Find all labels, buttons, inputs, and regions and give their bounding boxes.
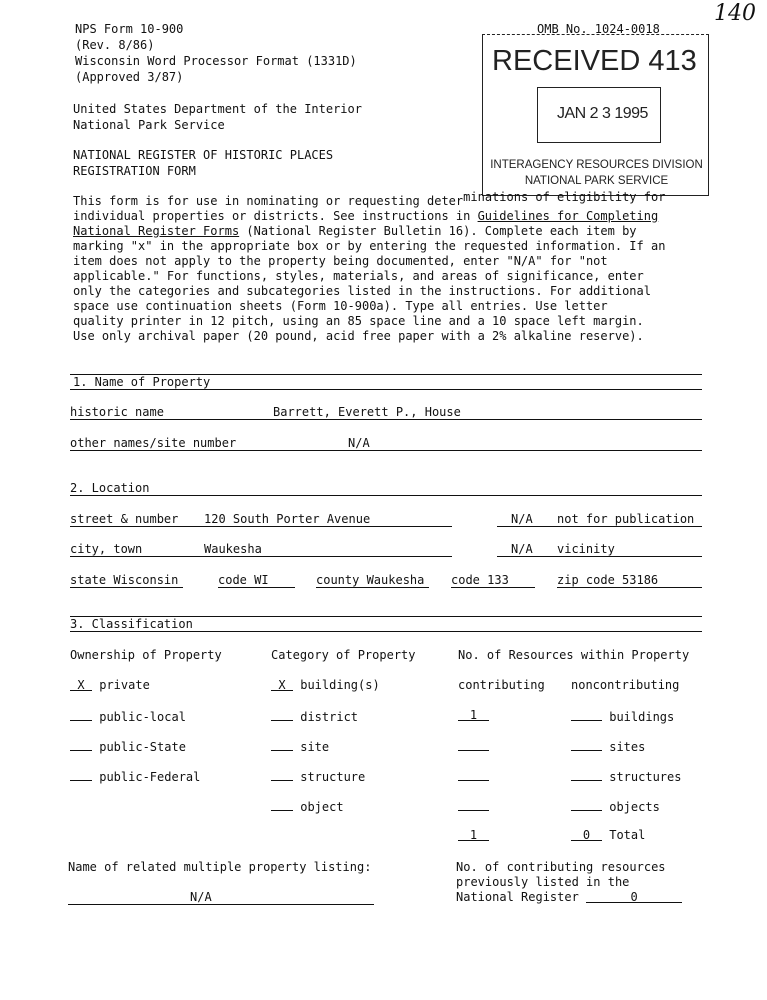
ownership-option[interactable]: X private — [70, 678, 150, 693]
instructions-line10: Use only archival paper (20 pound, acid free paper with a 2% alkaline reserve). — [73, 329, 644, 343]
section1-rule — [70, 389, 702, 390]
instructions-line5: item does not apply to the property being documented, enter "N/A" for "not — [73, 254, 608, 268]
stamp-service: NATIONAL PARK SERVICE — [524, 175, 669, 187]
state-code-label: code WI — [218, 573, 269, 587]
not-for-publication-label: not for publication — [557, 512, 695, 526]
county-label: county Waukesha — [316, 573, 425, 587]
city-value[interactable]: Waukesha — [204, 542, 262, 556]
instructions-line8: space use continuation sheets (Form 10-900a). Type all entries. Use letter — [73, 299, 608, 313]
historic-name-label: historic name — [70, 405, 164, 419]
previously-listed-value[interactable]: 0 — [586, 890, 682, 903]
resource-row: objects — [571, 798, 660, 815]
contributing-count[interactable] — [458, 768, 489, 781]
ownership-option[interactable]: public-local — [70, 708, 186, 725]
form-title-line2: REGISTRATION FORM — [73, 164, 196, 178]
vicinity-mark[interactable]: N/A — [511, 542, 533, 556]
category-option[interactable]: structure — [271, 768, 365, 785]
ownership-option[interactable]: public-Federal — [70, 768, 200, 785]
instructions-line6: applicable." For functions, styles, materials, and areas of significance, enter — [73, 269, 644, 283]
noncontributing-count[interactable] — [571, 708, 602, 721]
category-option[interactable]: site — [271, 738, 329, 755]
city-label: city, town — [70, 542, 143, 556]
category-checkbox[interactable] — [271, 708, 293, 721]
category-option[interactable]: district — [271, 708, 358, 725]
ownership-option[interactable]: public-State — [70, 738, 186, 755]
instructions-line4: marking "x" in the appropriate box or by entering the requested information. If an — [73, 239, 666, 253]
previously-listed-line2: previously listed in the — [456, 875, 630, 889]
resource-row — [458, 798, 489, 815]
national-register-forms-link: National Register Forms — [73, 224, 240, 238]
resource-row — [458, 738, 489, 755]
stamp-date: JAN 2 3 1995 — [557, 105, 648, 122]
noncontributing-count[interactable] — [571, 798, 602, 811]
county-code-label: code 133 — [451, 573, 509, 587]
service-name: National Park Service — [73, 118, 225, 132]
contributing-label: contributing — [458, 678, 545, 692]
processor-format: Wisconsin Word Processor Format (1331D) — [75, 54, 357, 68]
section3-heading: 3. Classification — [70, 617, 193, 631]
form-revision: (Rev. 8/86) — [75, 38, 155, 52]
category-checkbox[interactable] — [271, 768, 293, 781]
noncontributing-count[interactable] — [571, 738, 602, 751]
ownership-checkbox[interactable] — [70, 708, 92, 721]
ownership-checkbox[interactable] — [70, 738, 92, 751]
state-label: state Wisconsin — [70, 573, 179, 587]
form-title-line1: NATIONAL REGISTER OF HISTORIC PLACES — [73, 148, 334, 162]
noncontributing-total[interactable]: 0 — [571, 828, 602, 841]
resources-heading: No. of Resources within Property — [458, 648, 690, 662]
instructions-line2: individual properties or districts. See instructions in Guidelines for Completing — [73, 209, 659, 223]
resource-total-row — [458, 828, 489, 843]
approved-date: (Approved 3/87) — [75, 70, 184, 84]
category-checkbox[interactable]: X — [271, 678, 293, 691]
ownership-checkbox[interactable]: X — [70, 678, 92, 691]
stamp-received-text: RECEIVED 413 — [492, 45, 697, 77]
category-option[interactable]: X building(s) — [271, 678, 380, 693]
handwritten-page-mark: 140 — [714, 1, 756, 26]
resource-row: structures — [571, 768, 681, 785]
other-names-value[interactable]: N/A — [348, 436, 370, 450]
resource-row — [458, 768, 489, 785]
previously-listed-line1: No. of contributing resources — [456, 860, 666, 874]
ownership-checkbox[interactable] — [70, 768, 92, 781]
section2-heading: 2. Location — [70, 481, 150, 495]
street-value[interactable]: 120 South Porter Avenue — [204, 512, 371, 526]
department-name: United States Department of the Interior — [73, 102, 362, 116]
category-option[interactable]: object — [271, 798, 344, 815]
related-listing-label: Name of related multiple property listing: — [68, 860, 372, 874]
related-listing-value[interactable]: N/A — [190, 890, 212, 904]
street-label: street & number — [70, 512, 179, 526]
contributing-count[interactable]: 1 — [458, 708, 489, 721]
category-heading: Category of Property — [271, 648, 416, 662]
section1-heading: 1. Name of Property — [73, 375, 211, 389]
contributing-total[interactable]: 1 — [458, 828, 489, 841]
not-for-publication-mark[interactable]: N/A — [511, 512, 533, 526]
previously-listed-line3: National Register 0 — [456, 890, 682, 905]
state-code-value[interactable]: WI — [254, 573, 269, 587]
form-number: NPS Form 10-900 — [75, 22, 184, 36]
other-names-label: other names/site number — [70, 436, 237, 450]
category-checkbox[interactable] — [271, 798, 293, 811]
noncontributing-label: noncontributing — [571, 678, 680, 692]
instructions-line9: quality printer in 12 pitch, using an 85 space line and a 10 space left margin. — [73, 314, 644, 328]
guidelines-link: Guidelines for Completing — [477, 209, 659, 223]
resource-row: sites — [571, 738, 645, 755]
contributing-count[interactable] — [458, 738, 489, 751]
omb-number: OMB No. 1024-0018 — [537, 22, 660, 36]
resource-row: buildings — [571, 708, 674, 725]
zip-code-label: zip code 53186 — [557, 573, 659, 587]
instructions-line7: only the categories and subcategories listed in the instructions. For additional — [73, 284, 651, 298]
category-checkbox[interactable] — [271, 738, 293, 751]
instructions-line1: This form is for use in nominating or requesting determinations of eligibility for — [73, 190, 666, 208]
resource-row — [458, 708, 489, 723]
instructions-line3: National Register Forms (National Register Bulletin 16). Complete each item by — [73, 224, 637, 238]
noncontributing-count[interactable] — [571, 768, 602, 781]
stamp-division: INTERAGENCY RESOURCES DIVISION — [490, 159, 703, 171]
ownership-heading: Ownership of Property — [70, 648, 222, 662]
resource-total-row: 0 Total — [571, 828, 645, 843]
historic-name-value[interactable]: Barrett, Everett P., House — [273, 405, 461, 419]
vicinity-label: vicinity — [557, 542, 615, 556]
contributing-count[interactable] — [458, 798, 489, 811]
